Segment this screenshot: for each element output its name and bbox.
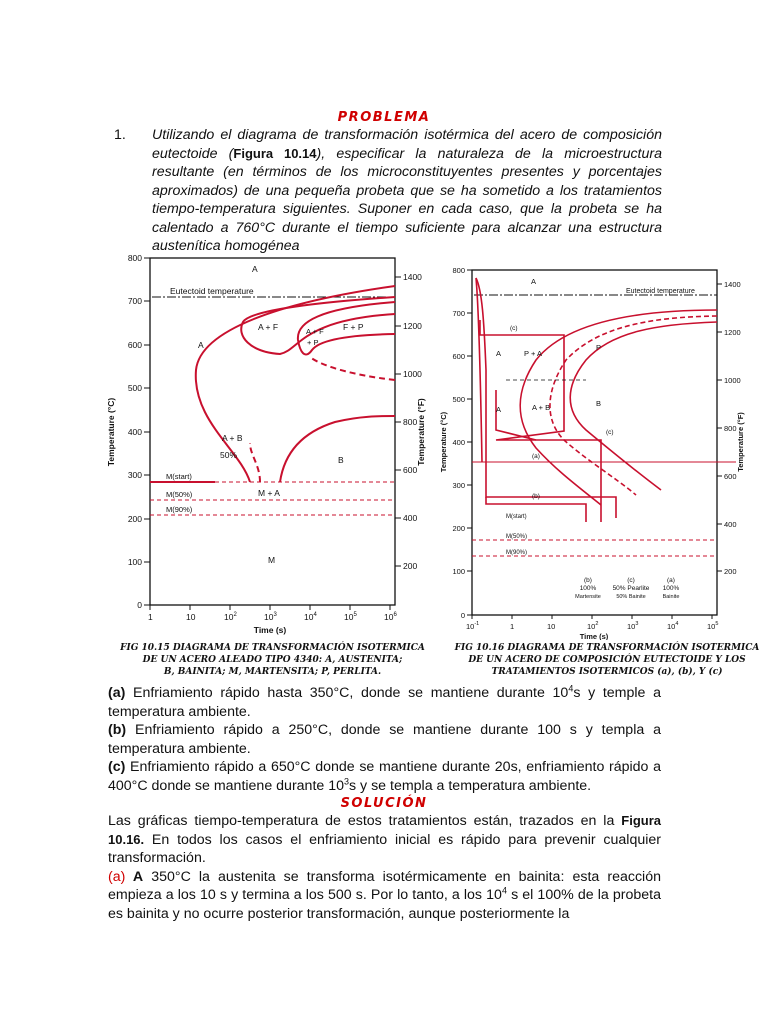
cond-c-exp: 3 xyxy=(344,775,350,786)
fig15-ytick-f: 400 xyxy=(403,513,418,523)
fig16-ytick-f: 1400 xyxy=(724,280,741,289)
fig16-bottom-c-1: (c) xyxy=(627,577,635,584)
cond-b-label: (b) xyxy=(108,722,127,738)
problem-text-2: ), especificar la naturaleza de la microestructura resultante (en términos de los microconstituyentes presentes y porcentajes aproximados) de una pequeña probeta que se ha sometido a los tratamientos tiempo-temperatura siguientes. Suponer en cada caso, que la probeta se ha calentado a 760°C durante el tiempo suficiente para alcanzar una estructura austenítica homogénea xyxy=(152,145,663,254)
fig16-xlabel: Time (s) xyxy=(579,632,609,640)
fig16-ytick-f: 600 xyxy=(724,472,737,481)
fig16-ytick-f: 400 xyxy=(724,520,737,529)
fig15-ytick: 100 xyxy=(127,557,142,567)
fig15-xtick: $10^2$ xyxy=(224,612,237,622)
fig15-ytick: 300 xyxy=(127,470,142,480)
fig16-label-c: (c) xyxy=(510,325,518,332)
fig16-label-c2: (c) xyxy=(606,429,614,436)
fig15-m90-label: M(90%) xyxy=(166,505,193,514)
fig16-label-b: (b) xyxy=(532,493,540,500)
fig15-region-a: A xyxy=(198,340,204,350)
fig15-ytick-f: 1200 xyxy=(403,321,422,331)
fig15-xtick: 1 xyxy=(148,612,153,622)
fig16-xtick: $10^5$ xyxy=(707,621,719,631)
problem-number: 1. xyxy=(114,127,126,143)
fig15-50pct-label: 50% xyxy=(220,450,238,460)
fig16-ytick: 200 xyxy=(452,524,465,533)
fig15-region-afp-2: + P xyxy=(307,338,319,347)
fig15-ytick: 700 xyxy=(127,296,142,306)
problem-text-1: Utilizando el diagrama de transformación isotérmica del acero de composición eutectoide ( xyxy=(152,127,662,162)
fig16-label-a: (a) xyxy=(532,453,540,460)
fig15-caption: FIG 10.15 DIAGRAMA DE TRANSFORMACIÓN ISOTERMICA DE UN ACERO ALEADO TIPO 4340: A, AUSTENITA; B, BAINITA; M, MARTENSITA; P, PERLITA. xyxy=(120,643,425,677)
fig15-ytick: 400 xyxy=(127,427,142,437)
fig15-ytick: 800 xyxy=(127,253,142,263)
sol-p2-a: A xyxy=(125,868,144,885)
fig16-ytick-f: 200 xyxy=(724,567,737,576)
fig16-region-b: B xyxy=(596,399,602,408)
cond-c-text-2: s y se templa a temperatura ambiente. xyxy=(349,777,592,794)
fig15-xtick: $10^3$ xyxy=(264,612,277,622)
sol-p2-text-1: 350°C la austenita se transforma isotérmicamente en bainita: esta reacción empieza a los 10 s y termina a los 500 s. Por lo tanto, a los 10 xyxy=(108,868,661,903)
fig16-ms-label: M(start) xyxy=(506,514,527,520)
fig16-xtick: $10^3$ xyxy=(627,621,639,631)
fig15-region-ma: M + A xyxy=(258,488,280,498)
sol-p1-text-2: En todos los casos el enfriamiento inicial es rápido para prevenir cualquier transformación. xyxy=(108,831,661,866)
fig16-diagram xyxy=(436,260,760,640)
cond-a-label: (a) xyxy=(108,685,126,701)
fig15-xtick: $10^6$ xyxy=(384,612,397,622)
fig16-region-a-top: A xyxy=(531,277,537,286)
fig16-ytick: 800 xyxy=(452,266,465,275)
fig16-xtick: $10^{-1}$ xyxy=(466,621,480,631)
fig16-ytick: 500 xyxy=(452,395,465,404)
fig16-caption: FIG 10.16 DIAGRAMA DE TRANSFORMACIÓN ISOTERMICA DE UN ACERO DE COMPOSICIÓN EUTECTOIDE Y LOS TRATAMIENTOS ISOTERMICOS (a), (b), Y (c) xyxy=(454,643,760,677)
fig16-ytick: 100 xyxy=(452,567,465,576)
fig16-xtick: $10^4$ xyxy=(667,621,679,631)
fig16-ytick: 400 xyxy=(452,438,465,447)
fig16-ytick: 0 xyxy=(460,611,465,620)
fig15-ytick: 600 xyxy=(127,340,142,350)
fig15-eutectoid-label: Eutectoid temperature xyxy=(170,286,254,296)
sol-p2-text-2: s el 100% de la probeta es bainita y no ocurre posterior transformación, aunque posteriormente la xyxy=(108,887,662,922)
fig16-path-b xyxy=(486,497,586,522)
fig16-path-c-cool xyxy=(496,390,536,440)
fig15-ylabel-right: Temperature (°F) xyxy=(416,398,426,466)
fig15-xtick: 10 xyxy=(186,612,196,622)
cond-b-text: Enfriamiento rápido a 250°C, donde se mantiene durante 100 s y templa a temperatura ambiente. xyxy=(108,722,661,757)
fig15-b-end-curve xyxy=(280,416,395,482)
sol-p1-text-1: Las gráficas tiempo-temperatura de estos tratamientos están, trazados en la xyxy=(108,813,622,829)
fig15-region-ab: A + B xyxy=(222,433,243,443)
solution-text xyxy=(108,812,661,923)
fig16-region-p: P xyxy=(596,343,602,352)
cond-a-exp: 4 xyxy=(568,683,574,694)
fig16-ytick-f: 1000 xyxy=(724,376,741,385)
fig15-m50-label: M(50%) xyxy=(166,490,193,499)
fig15-50pct-curve xyxy=(250,357,395,482)
fig16-quench xyxy=(476,278,482,462)
fig16-bottom-b-3: Martensite xyxy=(575,594,601,600)
treatment-conditions xyxy=(108,684,661,795)
fig16-m50-label: M(50%) xyxy=(506,534,528,540)
fig16-bottom-a-1: (a) xyxy=(667,577,675,584)
sol-p2-label: (a) xyxy=(108,868,126,885)
fig16-frame xyxy=(472,270,717,615)
cond-a-text-1: Enfriamiento rápido hasta 350°C, donde se mantiene durante 10 xyxy=(125,685,569,701)
fig15-region-afp: A + F xyxy=(306,327,324,336)
fig15-xtick: $10^5$ xyxy=(344,612,357,622)
fig16-ylabel-right: Temperature (°F) xyxy=(736,412,745,472)
problem-fig-ref: Figura 10.14 xyxy=(233,145,317,161)
cond-a-text-2: s y temple a temperatura ambiente. xyxy=(108,685,661,720)
fig16-region-a1: A xyxy=(496,349,502,358)
fig15-ytick-f: 600 xyxy=(403,465,418,475)
sol-p2-exp: 4 xyxy=(501,885,507,896)
fig16-xtick: 10 xyxy=(547,622,556,631)
fig16-eutectoid-label: Eutectoid temperature xyxy=(626,288,695,295)
fig15-ms-label: M(start) xyxy=(166,472,192,481)
fig15-ylabel: Temperature (°C) xyxy=(106,397,116,467)
solution-heading: SOLUCIÓN xyxy=(340,796,428,811)
fig15-diagram xyxy=(100,250,430,642)
fig15-xtick: $10^4$ xyxy=(304,612,317,622)
fig15-ytick: 0 xyxy=(137,600,142,610)
fig16-path-a xyxy=(476,278,616,518)
fig15-region-a-top: A xyxy=(252,264,258,274)
problem-statement xyxy=(114,126,662,256)
fig16-bottom-b-1: (b) xyxy=(584,577,592,584)
cond-c-text-1: Enfriamiento rápido a 650°C donde se mantiene durante 20s, enfriamiento rápido a 400°C donde se mantiene durante 10 xyxy=(108,759,661,794)
fig16-ytick-f: 1200 xyxy=(724,328,741,337)
problem-heading: PROBLEMA xyxy=(337,110,431,125)
cond-c-label: (c) xyxy=(108,759,126,775)
fig15-ytick: 200 xyxy=(127,514,142,524)
fig16-bottom-c-2: 50% Pearlite xyxy=(612,585,650,592)
fig15-region-b: B xyxy=(338,455,344,465)
fig16-region-ab: A + B xyxy=(532,403,551,412)
fig16-bottom-b-2: 100% xyxy=(579,585,597,592)
fig16-ytick-f: 800 xyxy=(724,424,737,433)
fig15-region-m: M xyxy=(268,555,276,565)
fig15-ytick: 500 xyxy=(127,383,142,393)
fig15-ytick-f: 1400 xyxy=(403,272,422,282)
fig16-bottom-c-3: 50% Bainite xyxy=(616,594,646,600)
fig16-bottom-a-3: Bainite xyxy=(662,594,680,600)
fig16-region-a2: A xyxy=(496,405,502,414)
fig16-xtick: 1 xyxy=(510,622,515,631)
fig16-ytick: 700 xyxy=(452,309,465,318)
fig15-ytick-f: 1000 xyxy=(403,369,422,379)
sol-p1-fig: Figura 10.16. xyxy=(108,813,661,847)
fig16-bottom-a-2: 100% xyxy=(662,585,680,592)
fig16-ylabel: Temperature (°C) xyxy=(439,411,448,473)
fig16-ytick: 600 xyxy=(452,352,465,361)
fig15-xlabel: Time (s) xyxy=(253,625,287,635)
fig16-end-curve xyxy=(570,322,717,490)
fig15-region-fp: F + P xyxy=(343,322,364,332)
fig16-m90-label: M(90%) xyxy=(506,550,528,556)
fig15-ytick-f: 200 xyxy=(403,561,418,571)
fig15-region-af: A + F xyxy=(258,322,279,332)
fig15-ytick-f: 800 xyxy=(403,417,418,427)
fig16-xtick: $10^2$ xyxy=(587,621,599,631)
fig16-ytick: 300 xyxy=(452,481,465,490)
fig16-region-pa: P + A xyxy=(524,349,543,358)
